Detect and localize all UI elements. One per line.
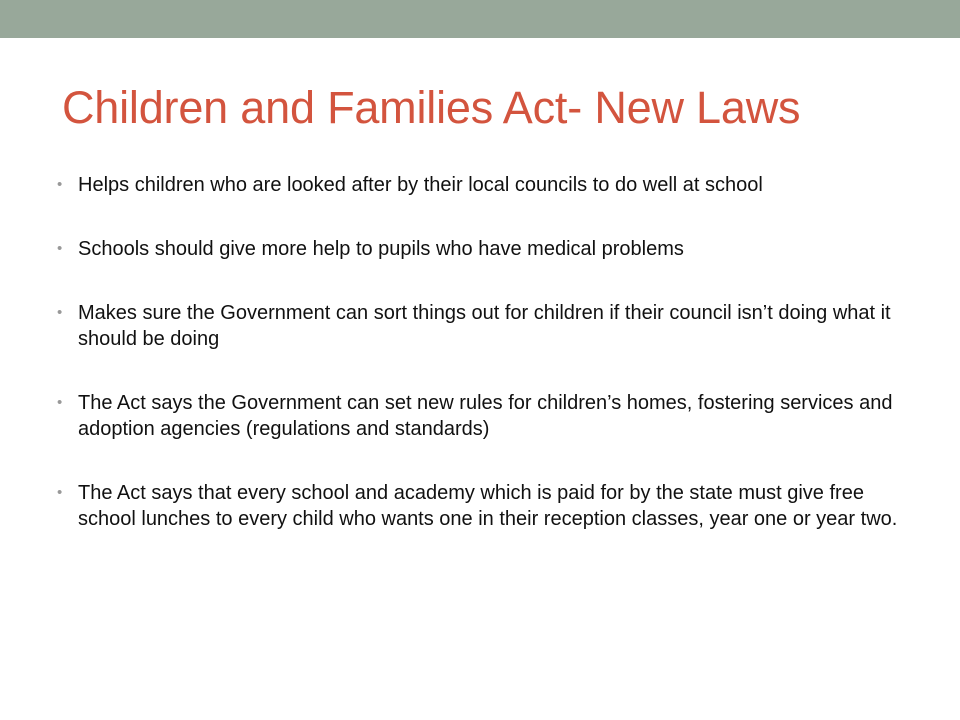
bullet-text: Schools should give more help to pupils who have medical problems <box>78 238 684 260</box>
slide-title: Children and Families Act- New Laws <box>62 82 801 133</box>
bullet-item <box>56 390 916 442</box>
bullet-dot-icon: • <box>57 484 63 501</box>
bullet-item <box>56 480 916 532</box>
bullet-dot-icon: • <box>57 394 63 411</box>
bullet-text: The Act says that every school and academy which is paid for by the state must give free school lunches to every child who wants one in their reception classes, year one or year two. <box>78 482 898 530</box>
top-accent-bar <box>0 0 960 38</box>
bullet-dot-icon: • <box>57 176 63 193</box>
bullet-item <box>56 236 916 262</box>
bullet-item <box>56 172 916 198</box>
bullet-item <box>56 300 916 352</box>
bullet-dot-icon: • <box>57 304 63 321</box>
bullet-dot-icon: • <box>57 240 63 257</box>
bullet-list <box>56 172 916 570</box>
bullet-text: Helps children who are looked after by their local councils to do well at school <box>78 174 763 196</box>
bullet-text: Makes sure the Government can sort things out for children if their council isn’t doing what it should be doing <box>78 302 891 350</box>
bullet-text: The Act says the Government can set new rules for children’s homes, fostering services and adoption agencies (regulations and standards) <box>78 392 893 440</box>
